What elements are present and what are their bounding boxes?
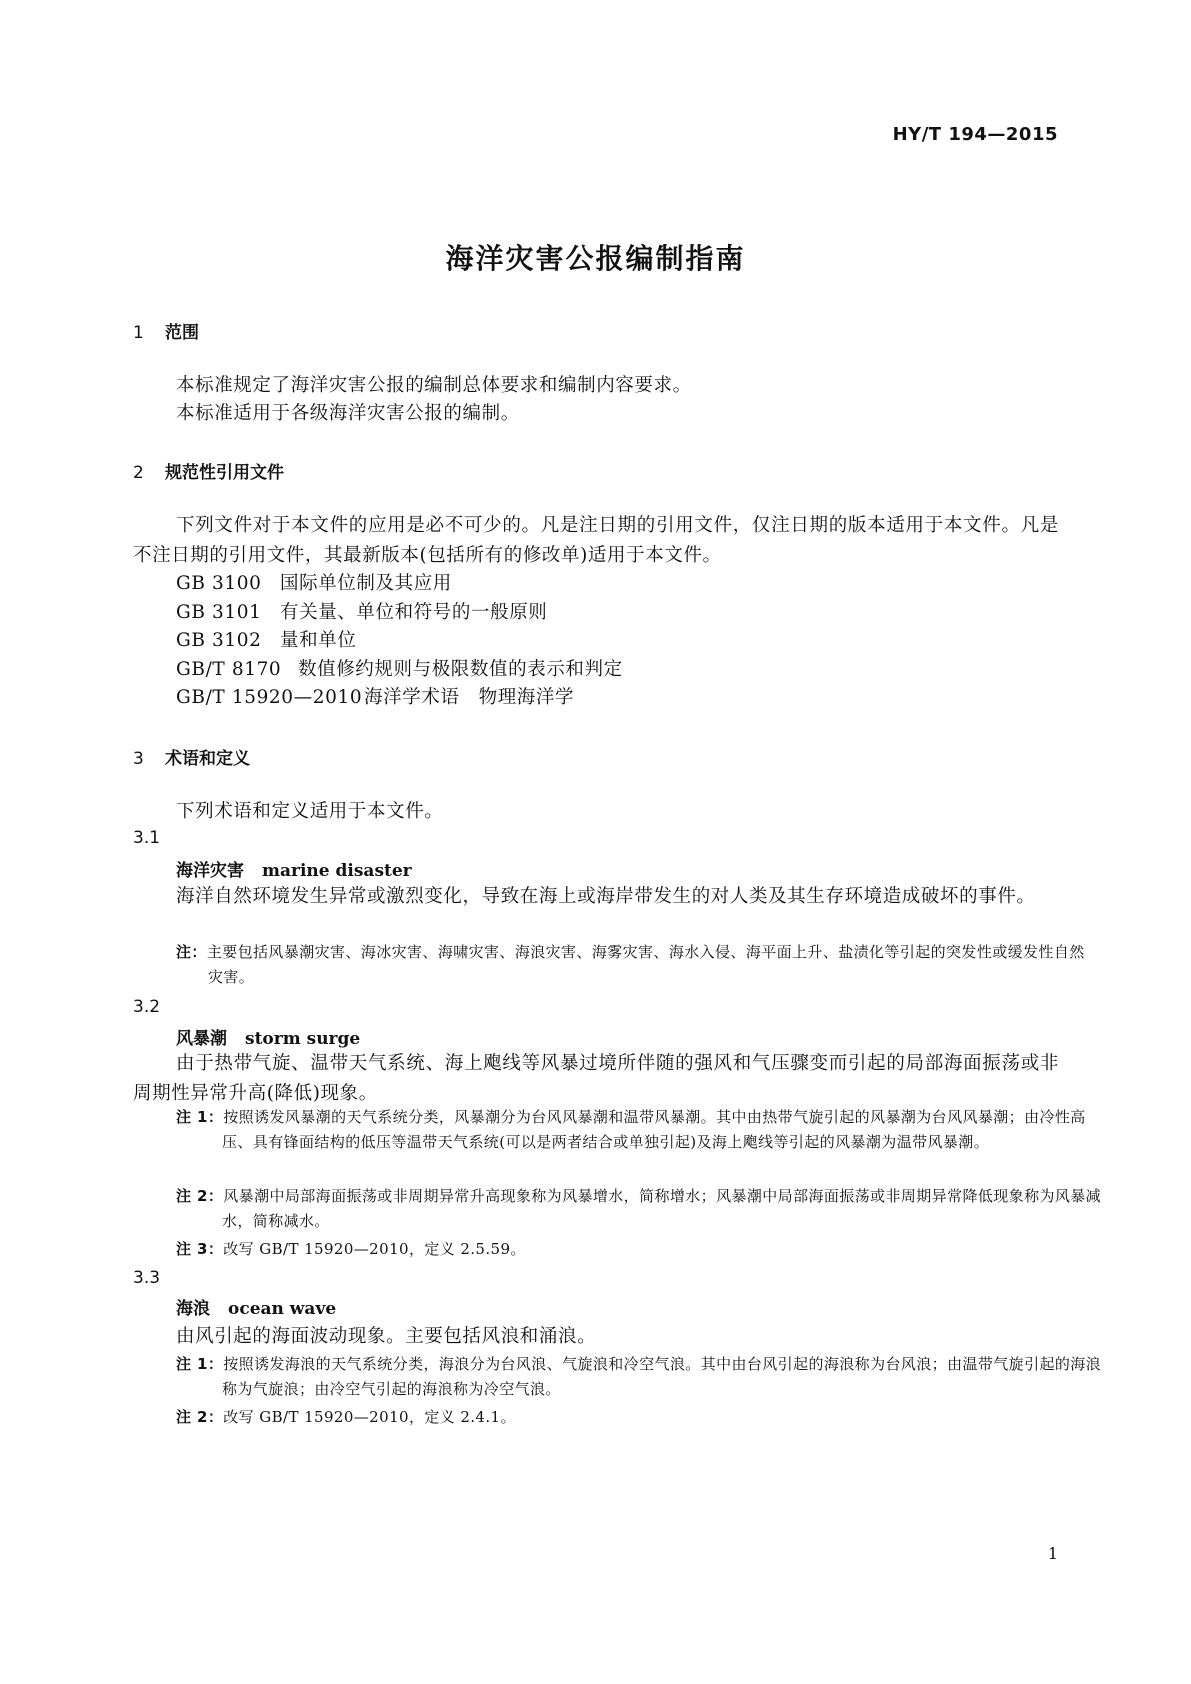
term-definition: 由风引起的海面波动现象。主要包括风浪和涌浪。	[176, 1326, 597, 1347]
reference-name: 数值修约规则与极限数值的表示和判定	[298, 659, 623, 680]
section-title: 规范性引用文件	[165, 463, 284, 483]
reference-code: GB/T 8170	[176, 659, 282, 680]
section-number: 3	[133, 749, 144, 769]
term-heading	[176, 856, 412, 881]
note-label: 注 1：	[176, 1355, 224, 1373]
reference-name: 国际单位制及其应用	[280, 573, 452, 594]
reference-item	[176, 626, 356, 652]
term-en: marine disaster	[262, 861, 412, 881]
reference-item	[176, 569, 452, 595]
page-number: 1	[1047, 1544, 1058, 1563]
term-en: storm surge	[245, 1029, 361, 1049]
clause-number: 3.1	[133, 828, 161, 848]
term-zh: 海洋灾害	[176, 861, 244, 881]
note	[176, 1184, 1105, 1234]
section-3-heading	[133, 744, 250, 769]
reference-code: GB 3101	[176, 602, 262, 623]
reference-code: GB 3100	[176, 573, 262, 594]
term-definition: 由于热带气旋、温带天气系统、海上飑线等风暴过境所伴随的强风和气压骤变而引起的局部海面振荡或非周期性异常升高(降低)现象。	[133, 1053, 1059, 1104]
note-text: 改写 GB/T 15920—2010，定义 2.5.59。	[223, 1240, 526, 1258]
term-heading	[176, 1294, 336, 1319]
reference-name: 量和单位	[280, 630, 357, 651]
clause-number: 3.2	[133, 997, 161, 1017]
term-en: ocean wave	[228, 1299, 337, 1319]
reference-item	[176, 683, 574, 709]
note-label: 注 2：	[176, 1408, 224, 1426]
paragraph: 下列术语和定义适用于本文件。	[176, 801, 444, 822]
note-text: 按照诱发海浪的天气系统分类，海浪分为台风浪、气旋浪和冷空气浪。其中由台风引起的海浪称为台风浪；由温带气旋引起的海浪称为气旋浪；由冷空气引起的海浪称为冷空气浪。	[222, 1355, 1102, 1398]
note	[176, 1405, 1105, 1430]
paragraph: 本标准适用于各级海洋灾害公报的编制。	[176, 403, 520, 424]
paragraph: 本标准规定了海洋灾害公报的编制总体要求和编制内容要求。	[176, 375, 692, 396]
reference-item	[176, 598, 547, 624]
reference-name: 有关量、单位和符号的一般原则	[280, 602, 548, 623]
standard-code: HY/T 194—2015	[892, 124, 1058, 145]
section-number: 1	[133, 323, 144, 343]
note	[176, 1237, 1105, 1262]
section-title: 术语和定义	[165, 749, 250, 769]
note-label: 注 1：	[176, 1108, 224, 1126]
clause-number: 3.3	[133, 1268, 161, 1288]
section-1-heading	[133, 318, 199, 343]
reference-code: GB/T 15920—2010	[176, 687, 363, 708]
reference-item	[176, 655, 623, 681]
term-zh: 海浪	[176, 1299, 210, 1319]
note	[176, 1105, 1105, 1155]
term-definition: 海洋自然环境发生异常或激烈变化，导致在海上或海岸带发生的对人类及其生存环境造成破坏的事件。	[176, 886, 1036, 907]
paragraph: 下列文件对于本文件的应用是必不可少的。凡是注日期的引用文件，仅注日期的版本适用于本文件。凡是不注日期的引用文件，其最新版本(包括所有的修改单)适用于本文件。	[133, 515, 1059, 566]
note	[176, 1352, 1105, 1402]
document-title: 海洋灾害公报编制指南	[445, 242, 746, 275]
note-text: 风暴潮中局部海面振荡或非周期异常升高现象称为风暴增水，简称增水；风暴潮中局部海面振荡或非周期异常降低现象称为风暴减水，简称减水。	[222, 1187, 1102, 1230]
note-text: 主要包括风暴潮灾害、海冰灾害、海啸灾害、海浪灾害、海雾灾害、海水入侵、海平面上升、盐渍化等引起的突发性或缓发性自然灾害。	[206, 943, 1085, 986]
section-number: 2	[133, 463, 144, 483]
reference-name: 海洋学术语 物理海洋学	[364, 687, 575, 708]
section-title: 范围	[165, 323, 199, 343]
note-label: 注 2：	[176, 1187, 224, 1205]
term-zh: 风暴潮	[176, 1029, 227, 1049]
section-2-heading	[133, 458, 284, 483]
note-text: 改写 GB/T 15920—2010，定义 2.4.1。	[223, 1408, 516, 1426]
note-label: 注 3：	[176, 1240, 224, 1258]
note-label: 注：	[176, 943, 207, 961]
term-heading	[176, 1024, 360, 1049]
reference-code: GB 3102	[176, 630, 262, 651]
note-text: 按照诱发风暴潮的天气系统分类，风暴潮分为台风风暴潮和温带风暴潮。其中由热带气旋引起的风暴潮为台风风暴潮；由冷性高压、具有锋面结构的低压等温带天气系统(可以是两者结合或单独引起)及海上飑线等引起的风暴潮为温带风暴潮。	[222, 1108, 1086, 1151]
note	[176, 940, 1091, 990]
